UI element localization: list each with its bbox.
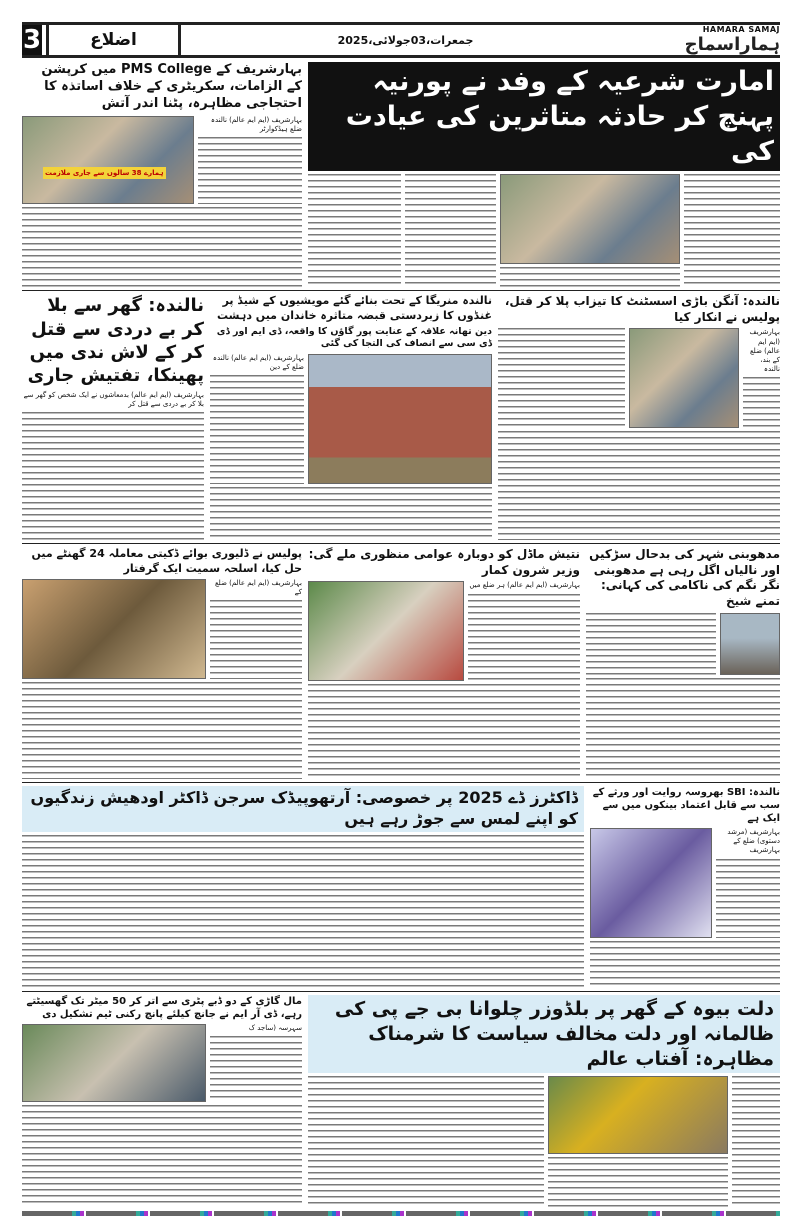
headline-mnrega: نالندہ منریگا کے تحت بنائے گئے مویشیوں کے شیڈ پر غنڈوں کا زبردستی قبضہ متاثرہ خاندان میں دہشت [217, 294, 492, 322]
body-madhubani-2 [586, 678, 780, 780]
headline-nalanda-murder: نالندہ: گھر سے بلا کر بے دردی سے قتل کر کے لاش ندی میں پھینکا، تفتیش جاری [27, 295, 204, 387]
headline-nitish: نتیش ماڈل کو دوبارہ عوامی منظوری ملے گی: وزیر شرون کمار [308, 547, 580, 577]
article-anganbadi [498, 294, 780, 540]
byline-nalanda-murder: بہارشریف (ایم ایم عالم) بدمعاشوں نے ایک شخص کو گھر سے بلا کر بے دردی سے قتل کر [23, 390, 204, 408]
body-goods-train-2 [22, 1105, 302, 1207]
body-sbi-2 [590, 941, 780, 988]
body-dalit-1 [732, 1076, 780, 1207]
divider [22, 290, 780, 291]
body-pms [198, 137, 302, 204]
logo-ur: ہماراسماج [684, 33, 780, 55]
body-imarat-3 [308, 174, 401, 287]
headline-madhubani: مدھوبنی شہر کی بدحال سڑکیں اور نالیاں اگل رہی ہے مدھوبنی نگر نگم کی ناکامی کی کہانی: تمنے شیخ [589, 547, 780, 609]
masthead [22, 22, 780, 58]
section-title: اضلاع [46, 25, 181, 55]
headline-anganbadi: نالندہ: آنگن باڑی اسسٹنٹ کا تیزاب پلا کر قتل، پولیس نے انکار کیا [504, 294, 780, 324]
subhead-mnrega: دین تھانہ علاقہ کے عنایت پور گاؤں کا واقعہ، ڈی ایم اور ڈی ڈی سی سے انصاف کی التجا کی گئی [216, 325, 492, 350]
divider [22, 543, 780, 544]
body-nalanda-murder [22, 412, 204, 540]
body-imarat-1 [684, 174, 780, 287]
byline-goods-train: سہرسہ (ساجد ک [248, 1024, 302, 1033]
page-number: 3 [22, 25, 42, 55]
shed-photo [308, 354, 492, 484]
divider [22, 991, 780, 992]
footer-decoration [22, 1211, 780, 1216]
article-sbi [590, 786, 780, 988]
byline-anganbadi: بہارشریف (ایم ایم عالم) ضلع کے بند، نالندہ [749, 328, 780, 373]
police-photo [22, 579, 206, 679]
headline-pms: بہارشریف کے PMS College میں کرپشن کے الزامات، سکریٹری کے خلاف اساتذہ کا احتجاجی مظاہرہ، پٹنا اندر آتش [41, 62, 302, 111]
row-3 [22, 547, 780, 779]
issue-date: جمعرات،03جولائی،2025 [337, 33, 474, 47]
headline-sbi: نالندہ: SBI بھروسہ روایت اور ورثے کے سب سے قابل اعتماد بینکوں میں سے ایک ہے [592, 787, 780, 825]
train-photo [22, 1024, 206, 1102]
bulldozer-photo [548, 1076, 728, 1154]
sbi-event-photo [590, 828, 712, 938]
body-dalit-3 [548, 1157, 728, 1207]
hospital-photo [500, 174, 680, 264]
body-sbi [716, 859, 780, 939]
body-pms-2 [22, 207, 302, 288]
street-photo [720, 613, 780, 675]
article-dalit [308, 995, 780, 1207]
article-pms [22, 62, 302, 287]
article-mnrega [210, 294, 492, 540]
body-nitish-2 [308, 684, 580, 779]
protest-photo [22, 116, 194, 204]
byline-nitish: بہارشریف (ایم ایم عالم) ہر ضلع میں [469, 581, 580, 590]
body-delivery-2 [22, 682, 302, 779]
crowd-photo [629, 328, 739, 428]
headline-doctors: ڈاکٹرز ڈے 2025 پر خصوصی: آرتھوپیڈک سرجن ڈاکٹر اودھیش زندگیوں کو اپنے لمس سے جوڑ رہے ہیں [22, 786, 584, 832]
body-mnrega-2 [210, 487, 492, 541]
row-4 [22, 786, 780, 988]
article-imarat [308, 62, 780, 287]
logo-en: HAMARA SAMAJ [702, 24, 780, 34]
body-delivery [210, 600, 302, 679]
body-anganbadi-2 [498, 328, 625, 428]
body-dalit-2 [308, 1076, 544, 1207]
body-imarat-4 [500, 267, 680, 287]
article-madhubani [586, 547, 780, 779]
article-nitish [308, 547, 580, 779]
newspaper-logo [630, 25, 780, 56]
headline-delivery: پولیس نے ڈلیوری بوائے ڈکیتی معاملہ 24 گھنٹے میں حل کیا، اسلحہ سمیت ایک گرفتار [31, 547, 302, 575]
article-doctors [22, 786, 584, 988]
article-delivery [22, 547, 302, 779]
minister-photo [308, 581, 464, 681]
byline-mnrega: بہارشریف (ایم ایم عالم) نالندہ ضلع کے دین [212, 353, 304, 371]
byline-pms: بہارشریف (ایم ایم عالم) نالندہ ضلع ہیڈکوارٹر [210, 115, 302, 133]
byline-delivery: بہارشریف (ایم ایم عالم) ضلع کے [214, 578, 302, 596]
row-2 [22, 294, 780, 540]
divider [22, 782, 780, 783]
row-1 [22, 62, 780, 287]
body-imarat-2 [405, 174, 496, 287]
article-goods-train [22, 995, 302, 1207]
body-nitish [468, 594, 580, 682]
byline-sbi: بہارشریف (مرشد دستوی) ضلع کے بہارشریف [727, 828, 780, 855]
headline-goods-train: مال گاڑی کے دو ڈبے پٹری سے اتر کر 50 میٹر تک گھسیٹتے رہے، ڈی آر ایم نے جانچ کیلئے پانچ رکنی ٹیم تشکیل دی [26, 996, 302, 1021]
body-goods-train [210, 1036, 302, 1102]
article-nalanda-murder [22, 294, 204, 540]
headline-imarat: امارت شرعیہ کے وفد نے پورنیہ پہنچ کر حادثہ متاثرین کی عیادت کی [308, 62, 780, 171]
row-5 [22, 995, 780, 1207]
body-anganbadi [743, 377, 780, 429]
body-mnrega [210, 375, 304, 484]
headline-dalit: دلت بیوہ کے گھر پر بلڈوزر چلوانا بی جے پی کی ظالمانہ اور دلت مخالف سیاست کا شرمناک مظاہرہ: آفتاب عالم [308, 995, 780, 1073]
body-anganbadi-3 [498, 431, 780, 540]
protest-banner: ہمارے 38 سالوں سے جاری ملازمت [45, 168, 164, 177]
body-madhubani [586, 613, 716, 675]
body-doctors [22, 835, 584, 988]
